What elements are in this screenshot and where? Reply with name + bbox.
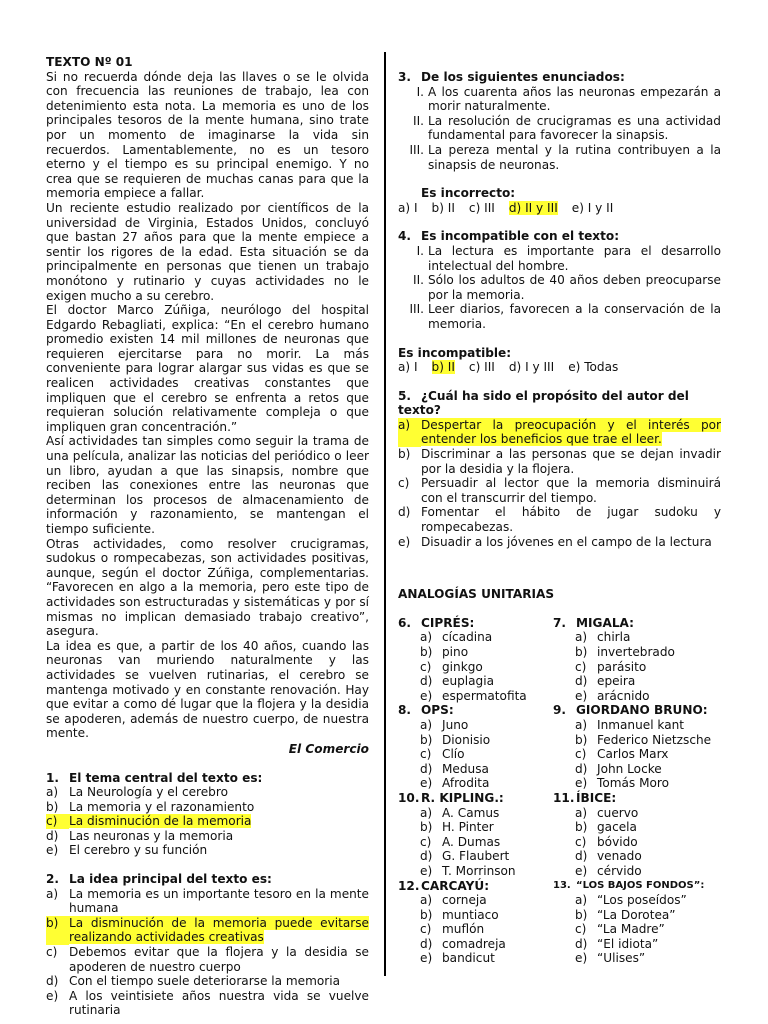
analogy-item — [398, 703, 553, 791]
analogy-option[interactable]: d) euplagia — [420, 674, 495, 689]
analogy-option[interactable]: e) “Ulises” — [575, 951, 646, 966]
analogy-option[interactable]: d) Medusa — [420, 761, 489, 776]
highlighted-answer: La disminución de la memoria puede evitarse realizando actividades creativas — [69, 915, 369, 945]
question-2-option-e[interactable]: e) A los veintisiete años nuestra vida se vuelve rutinaria — [46, 988, 369, 1018]
option[interactable]: c) III — [468, 360, 495, 375]
analogy-option[interactable]: a) “Los poseídos” — [575, 893, 687, 908]
analogy-option[interactable]: c) Carlos Marx — [575, 747, 669, 762]
analogy-option[interactable]: e) Afrodita — [420, 776, 490, 791]
statement: II. Sólo los adultos de 40 años deben preocuparse por la memoria. — [413, 273, 721, 302]
option[interactable]: e) I y II — [571, 200, 614, 215]
question-3: 3. De los siguientes enunciados: — [398, 70, 625, 84]
analogy-option[interactable]: a) Inmanuel kant — [575, 717, 685, 732]
analogy-option[interactable]: c) parásito — [575, 659, 647, 674]
statement: III. La pereza mental y la rutina contribuyen a la sinapsis de neuronas. — [409, 142, 721, 172]
analogy-option[interactable]: d) G. Flaubert — [420, 849, 510, 864]
analogy-item — [553, 703, 723, 791]
analogy-option[interactable]: b) gacela — [575, 820, 637, 835]
column-divider — [384, 52, 386, 976]
question-1: 1. El tema central del texto es: — [46, 770, 263, 785]
analogy-option[interactable]: c) “La Madre” — [575, 922, 665, 937]
analogy-option[interactable]: c) muflón — [420, 922, 485, 937]
analogies-grid — [398, 616, 721, 966]
analogy-option[interactable]: c) ginkgo — [420, 659, 483, 674]
text-paragraph: Así actividades tan simples como seguir la trama de una película, analizar las noticias del periódico o leer un libro, ayudan a que las sinapsis, nombre que reciben las conexiones entre las neuronas que determinan los procesos de almacenamiento de información y razonamiento, se mantengan el tiempo suficiente. — [46, 434, 369, 536]
question-5-option-c[interactable]: c) Persuadir al lector que la memoria disminuirá con el transcurrir del tiempo. — [398, 476, 721, 505]
question-1-option-e[interactable]: e) El cerebro y su función — [46, 843, 208, 858]
analogy-option[interactable]: a) chirla — [575, 630, 631, 645]
text-paragraph: El doctor Marco Zúñiga, neurólogo del hospital Edgardo Rebagliati, explica: “En el cerebro humano promedio existen 14 mil millones de neuronas que requieren ejercitarse para no morir. La más conveniente para lograr alargar sus vidas es que se realicen actividades creativas constantes que impliquen que el cerebro se enfrenta a retos que requieran solución relativamente compleja o que impliquen gran concentración.” — [46, 303, 369, 434]
analogy-option[interactable]: b) “La Dorotea” — [575, 907, 676, 922]
analogy-option[interactable]: d) comadreja — [420, 936, 506, 951]
question-5-option-e[interactable]: e) Disuadir a los jóvenes en el campo de la lectura — [398, 534, 712, 549]
analogy-option[interactable]: e) T. Morrinson — [420, 863, 516, 878]
question-2-option-c[interactable]: c) Debemos evitar que la flojera y la desidia se apoderen de nuestro cuerpo — [46, 945, 369, 974]
analogy-heading: 10. R. KIPLING.: — [398, 790, 504, 805]
analogy-option[interactable]: c) A. Dumas — [420, 834, 501, 849]
analogy-option[interactable]: c) bóvido — [575, 834, 638, 849]
question-5: 5. ¿Cuál ha sido el propósito del autor del texto? — [398, 388, 689, 418]
analogy-heading: 12. CARCAYÚ: — [398, 878, 490, 893]
question-3-options — [398, 201, 721, 216]
question-1-option-b[interactable]: b) La memoria y el razonamiento — [46, 799, 255, 814]
statement: I. A los cuarenta años las neuronas empezarán a morir naturalmente. — [416, 84, 721, 114]
highlighted-answer: La disminución de la memoria — [69, 814, 252, 829]
option[interactable]: d) II y III — [508, 200, 558, 215]
analogy-option[interactable]: e) cérvido — [575, 863, 642, 878]
analogy-option[interactable]: e) bandicut — [420, 951, 495, 966]
analogy-item — [398, 616, 553, 704]
analogy-heading: 8. OPS: — [398, 703, 454, 718]
analogy-option[interactable]: b) muntiaco — [420, 907, 499, 922]
question-1-option-d[interactable]: d) Las neuronas y la memoria — [46, 828, 234, 843]
question-1-option-c[interactable]: c) La disminución de la memoria — [46, 814, 252, 829]
option[interactable]: b) II — [431, 360, 455, 375]
analogy-option[interactable]: b) H. Pinter — [420, 820, 494, 835]
analogy-item — [553, 791, 723, 879]
text-paragraph: Otras actividades, como resolver crucigramas, sudokus o rompecabezas, son actividades positivas, aunque, según el doctor Zúñiga, complementarias. “Favorecen en algo a la memoria, pero este tipo de actividades son estructuradas y sistemáticas y por sí mismas no implican demasiado trabajo creativo”, asegura. — [46, 536, 369, 639]
analogy-item — [553, 616, 723, 704]
left-column — [46, 55, 369, 1018]
analogy-heading: 6. CIPRÉS: — [398, 615, 475, 630]
question-2-option-b[interactable]: b) La disminución de la memoria puede evitarse realizando actividades creativas — [46, 915, 369, 945]
analogy-option[interactable]: d) venado — [575, 849, 642, 864]
analogy-option[interactable]: d) John Locke — [575, 761, 662, 776]
question-1-option-a[interactable]: a) La Neurología y el cerebro — [46, 785, 228, 800]
analogy-item — [553, 879, 723, 967]
highlighted-answer: Despertar la preocupación y el interés por entender los beneficios que trae el leer. — [421, 417, 721, 447]
analogy-option[interactable]: a) cuervo — [575, 805, 639, 820]
analogy-heading: 13. “LOS BAJOS FONDOS”: — [553, 879, 705, 891]
analogy-option[interactable]: b) pino — [420, 645, 469, 659]
question-2-option-a[interactable]: a) La memoria es un importante tesoro en la mente humana — [46, 886, 369, 916]
question-5-option-a[interactable]: a) Despertar la preocupación y el interés por entender los beneficios que trae el leer. — [398, 417, 721, 447]
text-title: TEXTO Nº 01 — [46, 55, 133, 69]
option[interactable]: e) Todas — [568, 360, 619, 375]
analogy-item — [398, 791, 553, 879]
question-3-prompt: Es incorrecto: — [421, 186, 516, 201]
analogy-option[interactable]: e) espermatofita — [420, 688, 527, 703]
text-source: El Comercio — [288, 741, 369, 756]
analogy-option[interactable]: a) Juno — [420, 717, 469, 732]
right-column — [398, 70, 721, 966]
analogy-option[interactable]: d) epeira — [575, 674, 636, 689]
question-4-prompt: Es incompatible: — [398, 345, 512, 360]
analogy-heading: 11. ÍBICE: — [553, 790, 617, 805]
analogy-option[interactable]: e) Tomás Moro — [575, 776, 670, 791]
analogy-option[interactable]: b) Federico Nietzsche — [575, 732, 712, 747]
statement: II. La resolución de crucigramas es una actividad fundamental para favorecer la sinapsis. — [413, 113, 721, 143]
analogy-option[interactable]: d) “El idiota” — [575, 936, 659, 951]
question-4: 4. Es incompatible con el texto: — [398, 229, 620, 244]
analogy-option[interactable]: c) Clío — [420, 747, 465, 762]
analogy-option[interactable]: b) invertebrado — [575, 645, 675, 659]
option[interactable]: d) I y III — [508, 360, 555, 375]
analogy-option[interactable]: a) corneja — [420, 893, 487, 908]
statement: I. La lectura es importante para el desarrollo intelectual del hombre. — [416, 243, 721, 273]
analogy-item — [398, 879, 553, 967]
option[interactable]: c) III — [468, 200, 495, 215]
text-paragraph: Si no recuerda dónde deja las llaves o se le olvida con frecuencia las reuniones de trabajo, lea con detenimiento esta nota. La memoria es uno de los principales tesoros de la mente humana, sino trate por un momento de imaginarse la vida sin recuerdos. Lamentablemente, no es un tesoro eterno y el tiempo es su principal enemigo. Y no crea que se requieren de muchas canas para que la memoria empiece a fallar. — [46, 69, 369, 201]
question-4-options — [398, 360, 721, 375]
analogy-option[interactable]: e) arácnido — [575, 688, 650, 703]
text-paragraph: La idea es que, a partir de los 40 años, cuando las neuronas van muriendo naturalmente y las actividades se vuelven rutinarias, el cerebro se mantenga motivado y en constante renovación. Hay que evitar a como dé lugar que la flojera y la desidia se apoderen, además de nuestro cuerpo, de nuestra mente. — [46, 638, 369, 741]
statement: III. Leer diarios, favorecen a la conservación de la memoria. — [409, 302, 721, 331]
text-paragraph: Un reciente estudio realizado por científicos de la universidad de Virginia, Estados Unidos, concluyó que bastan 27 años para que la mente empiece a sentir los rigores de la edad. Esta situación se da principalmente en personas que tienen un trabajo monótono y rutinario y cuyas actividades no le exigen mucho a su cerebro. — [46, 200, 369, 303]
analogies-title: ANALOGÍAS UNITARIAS — [398, 587, 555, 602]
analogy-heading: 7. MIGALA: — [553, 615, 634, 630]
question-2-option-d[interactable]: d) Con el tiempo suele deteriorarse la memoria — [46, 974, 341, 989]
question-2: 2. La idea principal del texto es: — [46, 872, 272, 887]
question-5-option-d[interactable]: d) Fomentar el hábito de jugar sudoku y rompecabezas. — [398, 505, 721, 535]
option[interactable]: a) I — [398, 360, 418, 375]
option[interactable]: b) II — [431, 200, 455, 215]
analogy-heading: 9. GIORDANO BRUNO: — [553, 703, 708, 718]
question-5-option-b[interactable]: b) Discriminar a las personas que se dejan invadir por la desidia y la flojera. — [398, 447, 721, 476]
analogy-option[interactable]: a) cícadina — [420, 630, 493, 645]
analogy-option[interactable]: b) Dionisio — [420, 732, 491, 747]
analogy-option[interactable]: a) A. Camus — [420, 805, 500, 820]
option[interactable]: a) I — [398, 200, 418, 215]
